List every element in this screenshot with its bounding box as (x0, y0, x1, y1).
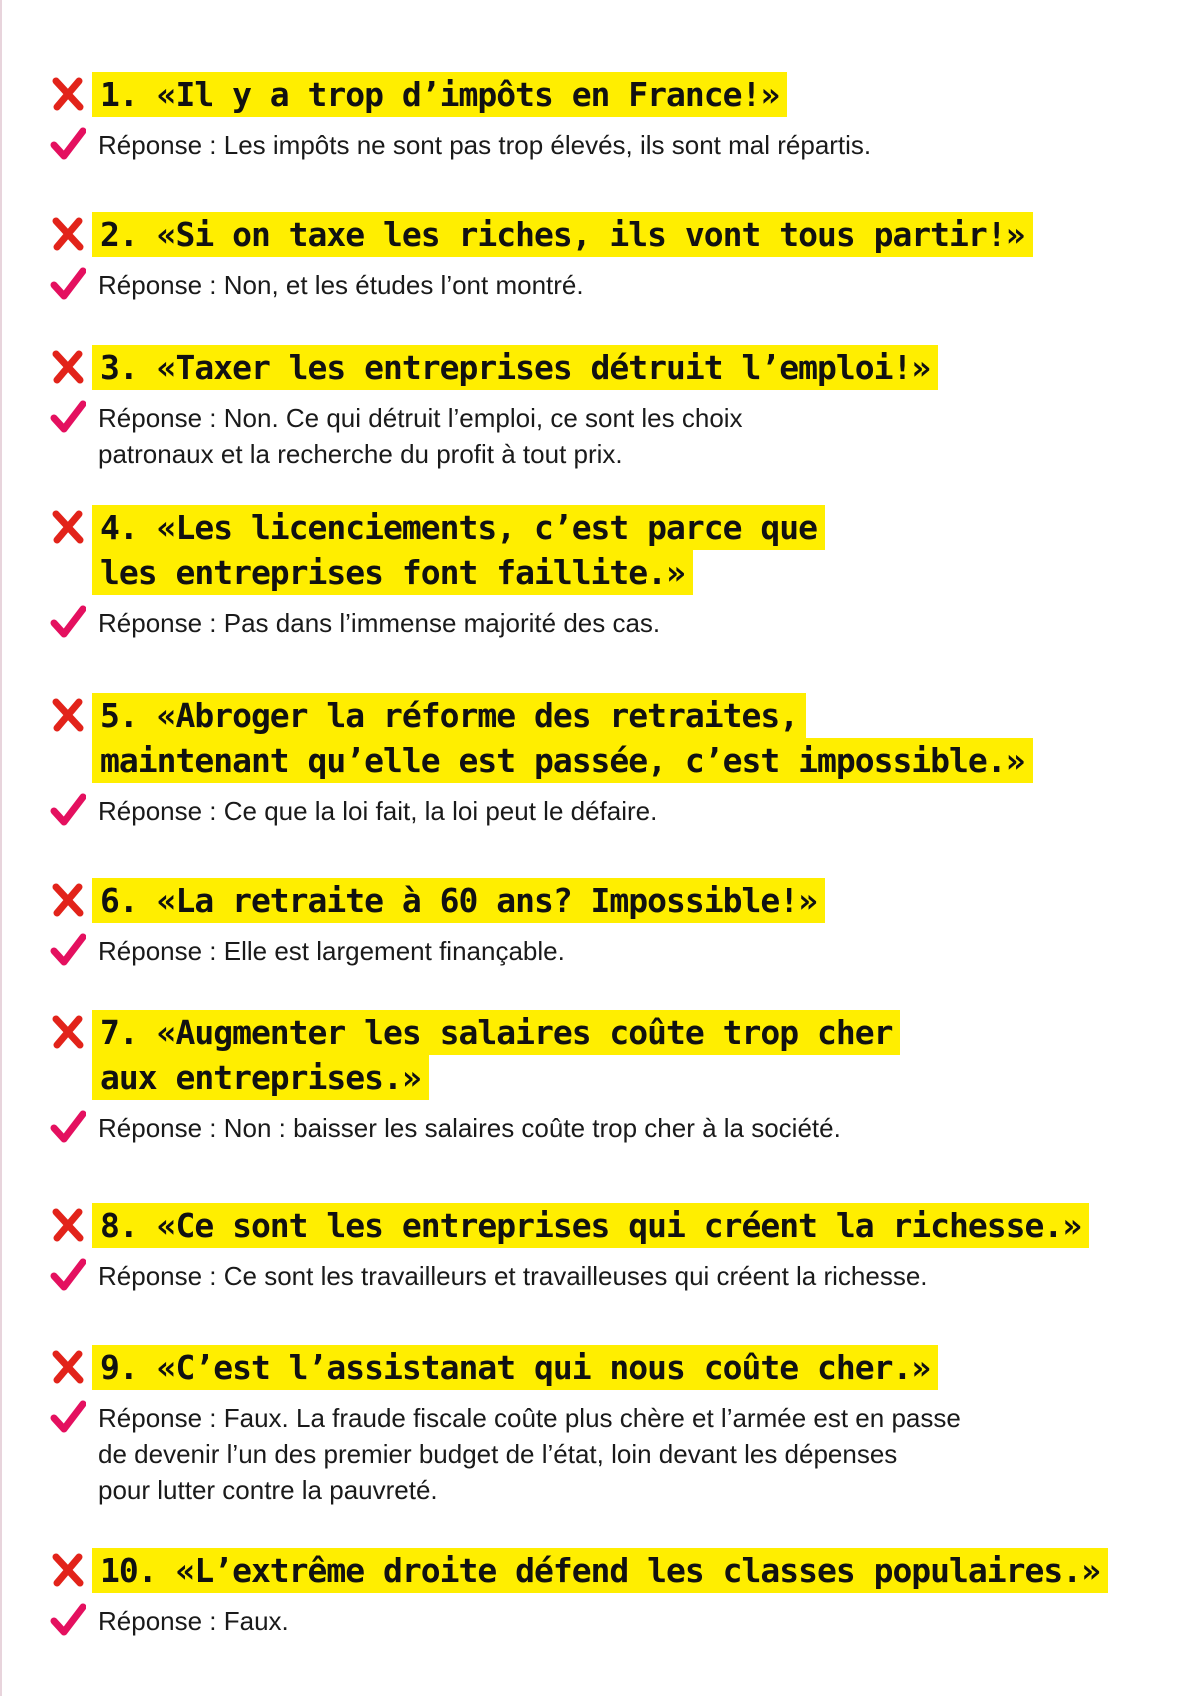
answer-text: Réponse : Faux. La fraude fiscale coûte plus chère et l’armée est en passe de devenir l’un des premier budget de l’état, loin devant les dépenses pour lutter contre la pauvreté. (98, 1403, 961, 1505)
answer-text: Réponse : Elle est largement finançable. (98, 936, 565, 966)
answer-text: Réponse : Pas dans l’immense majorité des cas. (98, 608, 661, 638)
cross-icon (50, 697, 86, 733)
myth-item-2 (50, 212, 1180, 303)
answer-text: Réponse : Non. Ce qui détruit l’emploi, ce sont les choix patronaux et la recherche du profit à tout prix. (98, 403, 743, 469)
myth-item-9 (50, 1345, 1180, 1508)
myth-item-7 (50, 1010, 1180, 1146)
claim-line: 8. «Ce sont les entreprises qui créent la richesse.» (92, 1203, 1089, 1248)
answer-text: Réponse : Ce sont les travailleurs et travailleuses qui créent la richesse. (98, 1261, 928, 1291)
claim-line: 4. «Les licenciements, c’est parce que (92, 505, 825, 550)
answer-text: Réponse : Non, et les études l’ont montré. (98, 270, 584, 300)
myth-item-10 (50, 1548, 1180, 1639)
answer-text: Réponse : Ce que la loi fait, la loi peut le défaire. (98, 796, 658, 826)
check-icon (50, 127, 86, 161)
myth-item-1 (50, 72, 1180, 163)
claim (50, 1548, 1180, 1593)
answer (50, 605, 1180, 641)
claim (50, 72, 1180, 117)
claim (50, 1010, 1180, 1100)
cross-icon (50, 76, 86, 112)
check-icon (50, 1603, 86, 1637)
claim-line: les entreprises font faillite.» (92, 550, 693, 595)
answer-text: Réponse : Les impôts ne sont pas trop élevés, ils sont mal répartis. (98, 130, 872, 160)
cross-icon (50, 882, 86, 918)
claim-line: 1. «Il y a trop d’impôts en France!» (92, 72, 787, 117)
claim-line: 10. «L’extrême droite défend les classes populaires.» (92, 1548, 1108, 1593)
answer (50, 1603, 1180, 1639)
answer (50, 1400, 1180, 1508)
myth-item-4 (50, 505, 1180, 641)
check-icon (50, 267, 86, 301)
check-icon (50, 1400, 86, 1434)
myth-item-5 (50, 693, 1180, 829)
claim (50, 1345, 1180, 1390)
cross-icon (50, 1207, 86, 1243)
myth-item-8 (50, 1203, 1180, 1294)
cross-icon (50, 1014, 86, 1050)
claim (50, 505, 1180, 595)
answer (50, 267, 1180, 303)
check-icon (50, 933, 86, 967)
check-icon (50, 793, 86, 827)
claim-line: aux entreprises.» (92, 1055, 429, 1100)
cross-icon (50, 1349, 86, 1385)
answer-text: Réponse : Non : baisser les salaires coûte trop cher à la société. (98, 1113, 841, 1143)
claim-line: maintenant qu’elle est passée, c’est impossible.» (92, 738, 1033, 783)
claim (50, 1203, 1180, 1248)
answer-text: Réponse : Faux. (98, 1606, 289, 1636)
claim-line: 7. «Augmenter les salaires coûte trop cher (92, 1010, 900, 1055)
claim-line: 6. «La retraite à 60 ans? Impossible!» (92, 878, 825, 923)
check-icon (50, 400, 86, 434)
cross-icon (50, 509, 86, 545)
check-icon (50, 1258, 86, 1292)
myth-item-6 (50, 878, 1180, 969)
answer (50, 400, 1180, 472)
cross-icon (50, 1552, 86, 1588)
page-edge-rule (0, 0, 2, 1696)
answer (50, 933, 1180, 969)
claim-line: 3. «Taxer les entreprises détruit l’emploi!» (92, 345, 938, 390)
answer (50, 127, 1180, 163)
cross-icon (50, 349, 86, 385)
check-icon (50, 1110, 86, 1144)
check-icon (50, 605, 86, 639)
claim (50, 345, 1180, 390)
answer (50, 793, 1180, 829)
claim-line: 2. «Si on taxe les riches, ils vont tous partir!» (92, 212, 1033, 257)
claim (50, 212, 1180, 257)
answer (50, 1110, 1180, 1146)
claim (50, 693, 1180, 783)
myth-item-3 (50, 345, 1180, 472)
claim (50, 878, 1180, 923)
cross-icon (50, 216, 86, 252)
claim-line: 5. «Abroger la réforme des retraites, (92, 693, 806, 738)
claim-line: 9. «C’est l’assistanat qui nous coûte cher.» (92, 1345, 938, 1390)
answer (50, 1258, 1180, 1294)
